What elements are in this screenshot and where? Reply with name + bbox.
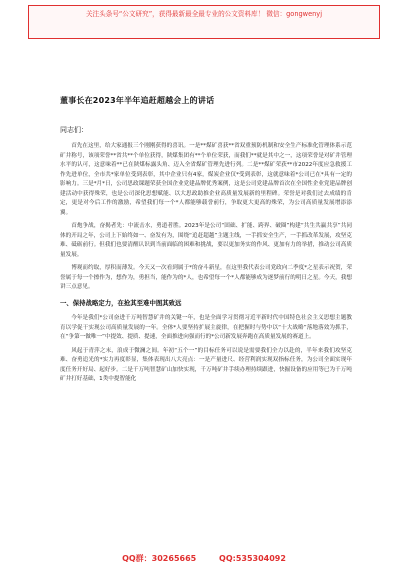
promo-banner xyxy=(28,5,380,39)
document-title: 董事长在2023年半年追赶超越会上的讲话 xyxy=(60,96,215,105)
paragraph: 风起于青萍之末，浪成于微澜之间。年初“五个一”的目标任务可以说是需要我们全力以赴的，半年来我们攻坚克难、奋勇追光的*实力再度彰显，集体表现出八大亮点：一是产量进尺、经营利润实现双指标任务，为公司全面实现年度任务开好局、起好步。二是千万吨智慧矿山加快实现，千万吨矿井手续办理持续跟进，快掘设备的应用等已为千万吨矿井打好基础，1类中提智能化 xyxy=(60,347,352,382)
contact-footer xyxy=(0,553,408,564)
paragraph: 首先在这里，给大家通报三个刚刚获得的喜讯。一是**煤矿喜获**省双重预防机制和安全生产标准化管理体系示范矿井称号，该项荣誉**省共**个单位获得，陕煤集团有**个单位荣获，而我们**就是其中之一，这项荣誉是对矿井管理水平的认可，这意味着**已在陕煤标露头角、迈入全省煤矿管理先进行列。二是**煤矿荣获**市2022年度应急救援工作先进单位，全市共*家单位受到表彰，其中企业只有4家，煤炭企业仅*受到表彰，这就意味着*公司已在*具有一定的影响力。三是*月*日，公司思政课题荣获全国企业党建品牌优秀案例，这是公司党建品牌首次在全国性企业党建品牌创建活动中获得殊荣，也是公司深化思想赋能、以大思政助推企业高质量发展新的里程碑。荣誉是对我们过去成绩的肯定，更是对今后工作的激励，希望我们每一个*人都能够载誉前行，争取更大更高的殊荣，为公司高质量发展增添添翼。 xyxy=(60,143,352,216)
qq-text: QQ:535304092 xyxy=(219,554,286,563)
paragraph: 今年是我们*公司奋进千万吨智慧矿井的关键一年，也是全面学习贯彻习近平新时代中国特色社会主义思想主题教育以学促干实现公司高质量发展的一年。全体*人要坚持扩展主旋律，在把握时与势中以“十大战略”落地落效为抓手，在“争第一做唯一”中提效、提质、提速，全面推进向强而行的*公司新发展奔跑在高质量发展的赛道上。 xyxy=(60,315,352,340)
qq-group-text: QQ群：30265665 xyxy=(122,554,197,563)
paragraph: 首炮争战，奋揭者先：中流击水，勇道者胜。2023年是公司“固础、扩能、跨界、破圈”构建“共生共赢共享”共同体的开局之年，公司上下始终如一、奋发有为，围绕“追赶超越”主题主线，一手抓安全生产，一手抓改革发展，攻坚克难、砥砺前行。但我们也要清醒认识到当前面临的困难和挑战，要以更加务实的作风、更加有力的举措，推动公司高质量发展。 xyxy=(60,223,352,258)
document-body xyxy=(60,142,352,389)
paragraph: 博观而约取，厚积而薄发。今天又一次看到属于*的奋斗新星，在这里我代表公司党政向二季度*之星表示祝贺，荣誉属于每一个擦作为，想作为，勇担当，能作为的*人，也希望每一个*人都能够成为逐梦前行的明日之星。今天，我想讲三点意见。 xyxy=(60,265,352,290)
greeting: 同志们： xyxy=(60,126,88,134)
promo-banner-text: 关注头条号“公文研究”，获得最新最全最专业的公文资料库！ 微信：gongwenyj xyxy=(85,10,323,18)
section-heading: 一、保持战略定力，在抢其至难中图其致远 xyxy=(60,298,182,307)
